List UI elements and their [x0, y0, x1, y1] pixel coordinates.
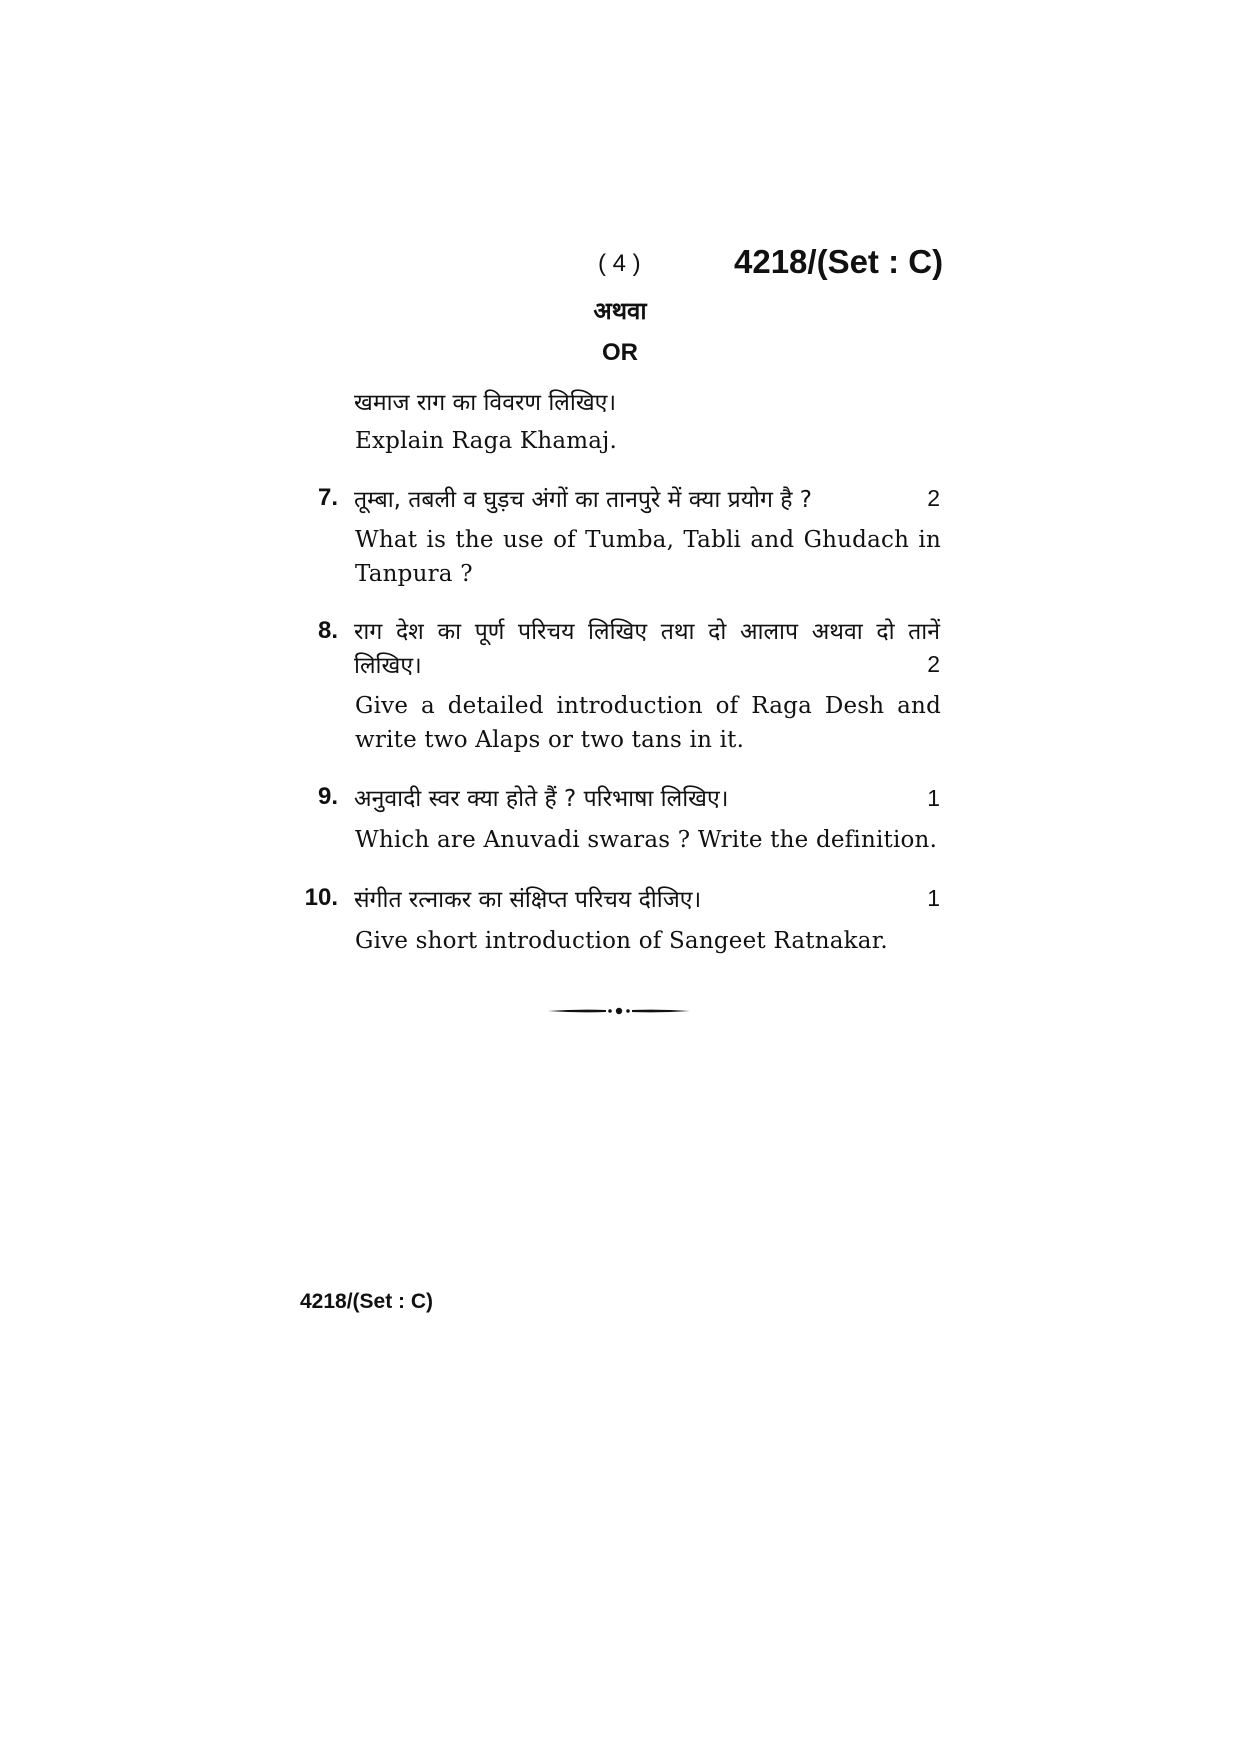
question-7-marks: 2 — [927, 485, 940, 511]
question-9-english: Which are Anuvadi swaras ? Write the definition. — [355, 827, 938, 853]
alt-question-hindi: खमाज राग का विवरण लिखिए। — [354, 390, 617, 416]
page-number: ( 4 ) — [598, 250, 641, 277]
question-10-hindi: संगीत रत्नाकर का संक्षिप्त परिचय दीजिए। — [354, 887, 702, 913]
question-number-8: 8. — [317, 617, 338, 644]
end-ornament-icon — [548, 1004, 690, 1018]
question-7-hindi: तूम्बा, तबली व घुड़च अंगों का तानपुरे में क्या प्रयोग है ? — [354, 487, 813, 513]
question-10-english: Give short introduction of Sangeet Ratnakar. — [355, 928, 888, 954]
question-9-marks: 1 — [927, 785, 940, 811]
alt-question-english: Explain Raga Khamaj. — [355, 428, 618, 454]
question-8-hindi-line2: लिखिए। — [354, 653, 422, 679]
question-8-marks: 2 — [927, 651, 940, 677]
question-8-english-line1: Give a detailed introduction of Raga Desh and — [355, 693, 941, 719]
question-7-english-line2: Tanpura ? — [355, 561, 473, 587]
paper-code-footer: 4218/(Set : C) — [300, 1290, 434, 1313]
question-number-7: 7. — [317, 484, 338, 511]
paper-code-header: 4218/(Set : C) — [734, 243, 944, 280]
question-number-10: 10. — [304, 884, 338, 911]
question-7-english-line1: What is the use of Tumba, Tabli and Ghudach in — [355, 527, 941, 553]
or-label-english: OR — [602, 339, 638, 366]
or-label-hindi: अथवा — [593, 297, 647, 325]
question-10-marks: 1 — [927, 885, 940, 911]
question-number-9: 9. — [317, 783, 338, 810]
question-9-hindi: अनुवादी स्वर क्या होते हैं ? परिभाषा लिखिए। — [354, 786, 729, 812]
question-8-hindi-line1: राग देश का पूर्ण परिचय लिखिए तथा दो आलाप अथवा दो तानें — [354, 619, 940, 645]
question-8-english-line2: write two Alaps or two tans in it. — [355, 727, 745, 753]
